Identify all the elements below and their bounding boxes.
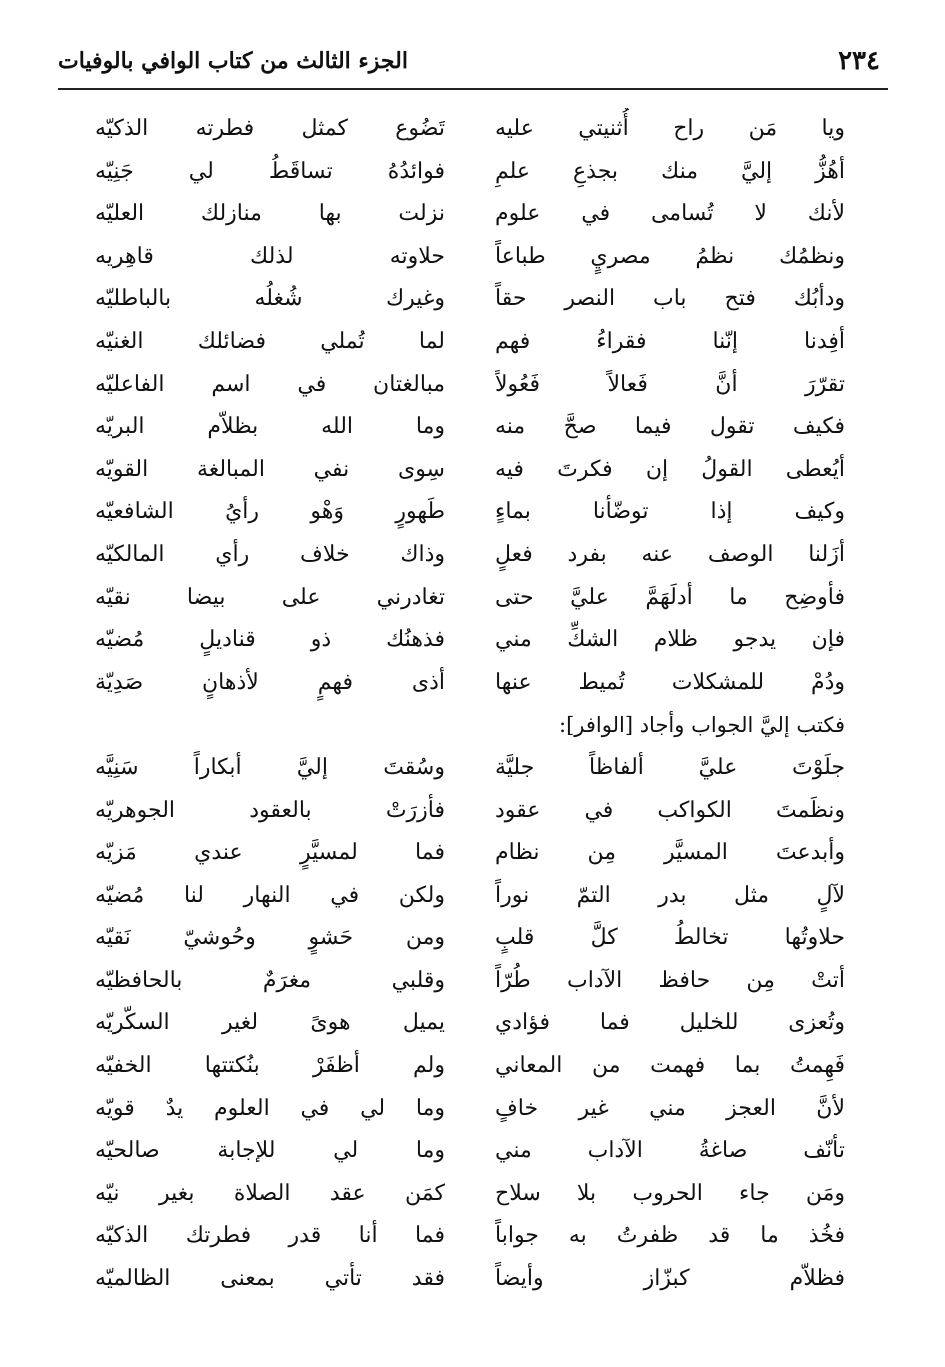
- verse-line: لما تُملي فضائلك الغنيّه: [95, 328, 445, 354]
- verse-line: وتُعزى للخليل فما فؤادي: [495, 1010, 845, 1036]
- verse-line: فذهنُك ذو قناديلٍ مُضيّه: [95, 627, 445, 653]
- verse-line: ودُمْ للمشكلات تُميط عنها: [495, 669, 845, 695]
- verse-line: أهُزُّ إليَّ منك بجذعِ علمِ: [495, 158, 845, 184]
- running-title: الجزء الثالث من كتاب الوافي بالوفيات: [58, 48, 408, 74]
- verse-line: أفِدنا إنّنا فقراءُ فهم: [495, 328, 845, 354]
- verse-line: ونظَمتَ الكواكب في عقود: [495, 797, 845, 823]
- verse-line: وما لي في العلوم يدٌ قويّه: [95, 1095, 445, 1121]
- verse-line: مبالغتان في اسم الفاعليّه: [95, 371, 445, 397]
- verse-line: تَضُوع كمثل فطرته الذكيّه: [95, 116, 445, 141]
- verse-line: فكيف تقول فيما صحَّ منه: [495, 414, 845, 440]
- verse-line: أيُعطى القولُ إن فكرتَ فيه: [495, 456, 845, 482]
- verse-line: ولم أظفَرْ بنُكتتها الخفيّه: [95, 1053, 445, 1079]
- verse-line: ونظمُك نظمُ مصريٍ طباعاً: [495, 243, 845, 269]
- verse-line: لأنك لا تُسامى في علوم: [495, 201, 845, 227]
- verse-line: وكيف إذا توضّأنا بماءٍ: [495, 499, 845, 525]
- verse-line: سِوى نفي المبالغة القويّه: [95, 456, 445, 482]
- verse-line: فقد تأتي بمعنى الظالميّه: [95, 1266, 445, 1292]
- verse-line: أتتْ مِن حافظ الآداب طُرّاً: [495, 967, 845, 993]
- verse-line: فخُذ ما قد ظفرتُ به جواباً: [495, 1223, 845, 1249]
- verse-line: أذى فهمٍ لأذهانٍ صَدِيّة: [95, 669, 445, 695]
- left-column: [95, 108, 445, 1301]
- verse-line: لآلٍ مثل بدر التمّ نوراً: [495, 882, 845, 908]
- verse-line: فأوضِح ما أدلَهَمَّ عليَّ حتى: [495, 584, 845, 610]
- verse-line: ولكن في النهار لنا مُضيّه: [95, 882, 445, 908]
- verse-line: جلَوْتَ عليَّ ألفاظاً جليَّة: [495, 754, 845, 780]
- verse-line: وقلبي مغرَمٌ بالحافظيّه: [95, 967, 445, 993]
- verse-line: فوائدُهُ تساقَطُ لي جَنِيّه: [95, 158, 445, 184]
- verse-line: لأنَّ العجز مني غير خافٍ: [495, 1095, 845, 1121]
- verse-line: فَهِمتُ بما فهمت من المعاني: [495, 1053, 845, 1079]
- verse-line: فما لمسيَّرٍ عندي مَزيّه: [95, 840, 445, 866]
- verse-line: ودأبُك فتح باب النصر حقاً: [495, 286, 845, 312]
- verse-line: وسُقتَ إليَّ أبكاراً سَنِيَّه: [95, 754, 445, 780]
- verse-line: طَهورٍ وَهْو رأيُ الشافعيّه: [95, 499, 445, 525]
- page-number: ٢٣٤: [838, 46, 880, 76]
- verse-line: تغادرني على بيضا نقيّه: [95, 584, 445, 610]
- verse-line: نزلت بها منازلك العليّه: [95, 201, 445, 227]
- verse-line: فأزرَتْ بالعقود الجوهريّه: [95, 797, 445, 823]
- verse-line: ومن حَشوٍ وحُوشيّ نَقيّه: [95, 925, 445, 951]
- verse-line: ومَن جاء الحروب بلا سلاح: [495, 1180, 845, 1206]
- verse-line: كمَن عقد الصلاة بغير نيّه: [95, 1180, 445, 1206]
- verse-line: وما لي للإجابة صالحيّه: [95, 1138, 445, 1164]
- verse-line: يميل هوىً لغير السكّريّه: [95, 1010, 445, 1036]
- verse-line: تقرّرَ أنَّ فَعالاً فَعُولاً: [495, 371, 845, 397]
- verse-line: وذاك خلاف رأي المالكيّه: [95, 541, 445, 567]
- verse-line: فإن يدجو ظلام الشكِّ مني: [495, 627, 845, 653]
- verse-line: حلاوته لذلك قاهِريه: [95, 243, 445, 269]
- right-column: [495, 108, 845, 1301]
- verse-line: ويا مَن راح أُثنيتي عليه: [495, 116, 845, 141]
- verse-line: فما أنا قدر فطرتك الذكيّه: [95, 1223, 445, 1249]
- verse-line: فظلاّم كبزّاز وأيضاً: [495, 1266, 845, 1292]
- verse-line: تأنّف صاغةُ الآداب مني: [495, 1138, 845, 1164]
- verse-line: وما الله بظلاّم البريّه: [95, 414, 445, 440]
- page-header: [58, 42, 888, 90]
- verse-line: وغيرك شُغلُه بالباطليّه: [95, 286, 445, 312]
- verse-line: أزَلنا الوصف عنه بفرد فعلٍ: [495, 541, 845, 567]
- verse-line: وأبدعتَ المسيَّر مِن نظام: [495, 840, 845, 866]
- stanza-gap: [95, 704, 445, 747]
- verse-line: حلاوتُها تخالطُ كلَّ قلبٍ: [495, 925, 845, 951]
- prose-line: فكتب إليَّ الجواب وأجاد [الوافر]:: [559, 713, 845, 738]
